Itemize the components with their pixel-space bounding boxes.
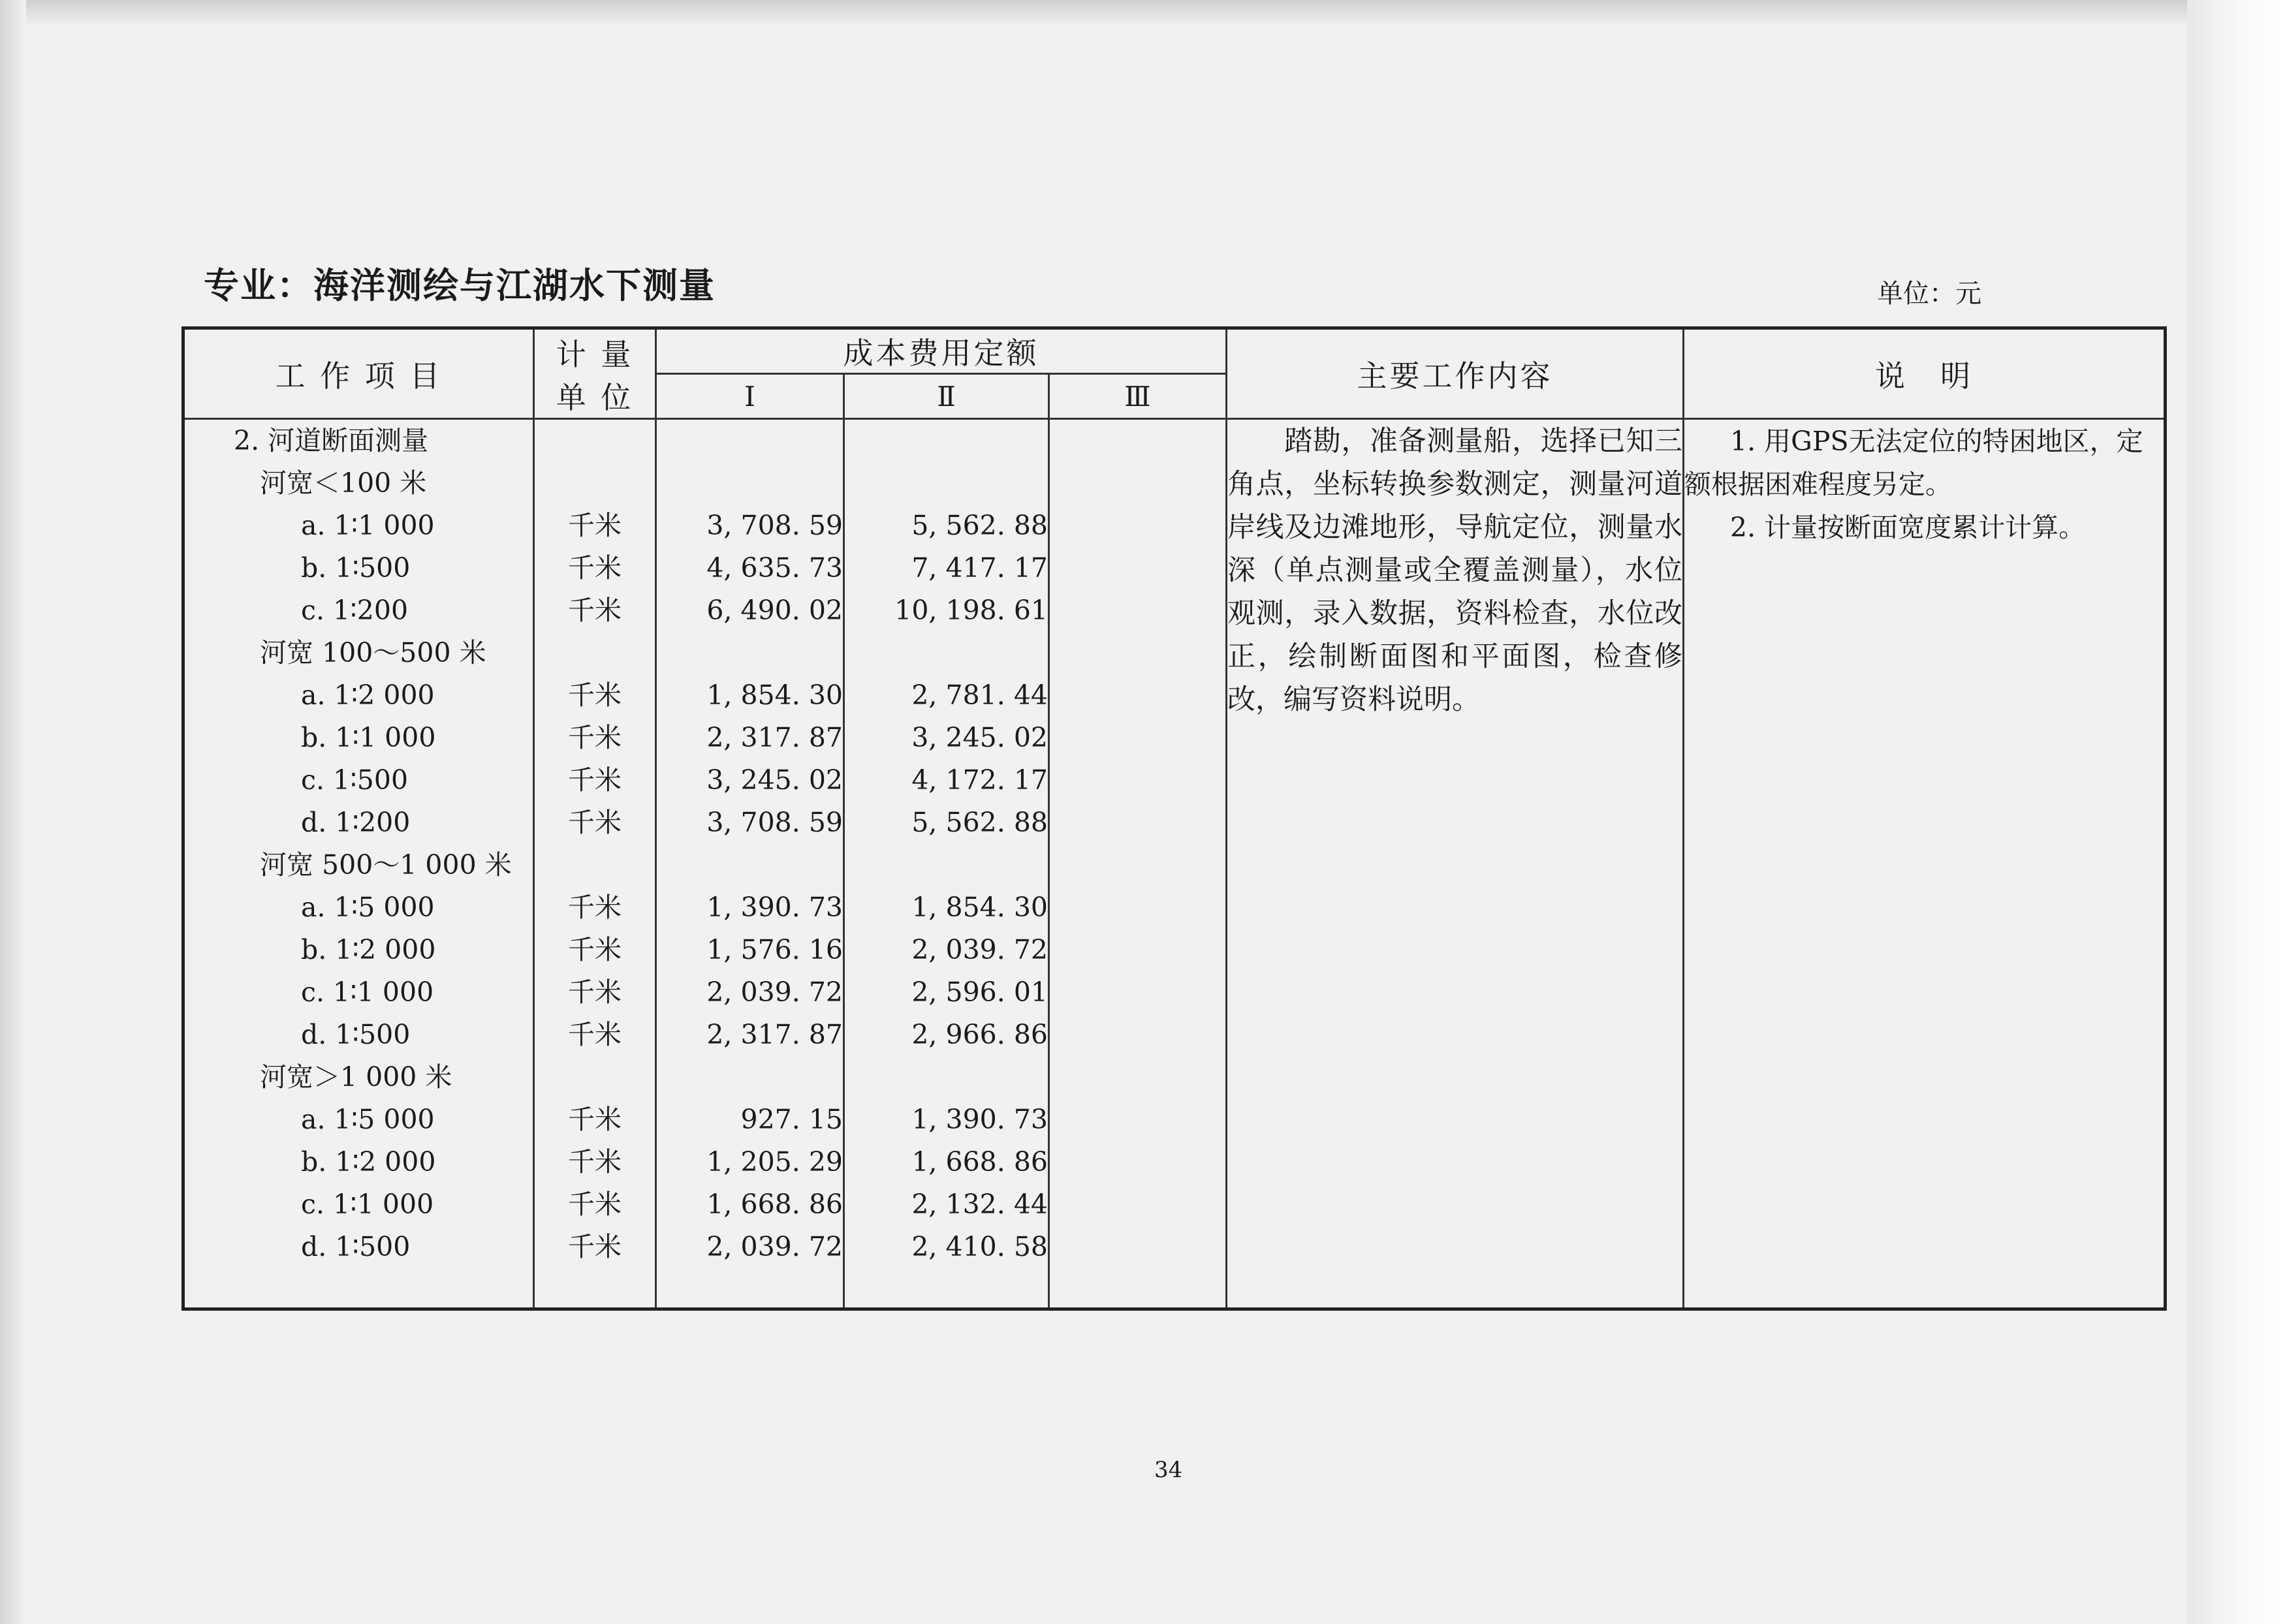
row-unit: 千米	[568, 1019, 622, 1050]
row-cost-I: 2, 317. 87	[706, 1019, 843, 1050]
header-unit-line2: 单 位	[556, 379, 634, 415]
header-cost: 成本费用定额	[656, 328, 1227, 374]
row-cost-II: 1, 668. 86	[911, 1146, 1048, 1178]
cost-table	[181, 326, 2167, 1311]
row-cost-II: 2, 132. 44	[911, 1189, 1048, 1220]
row-unit: 千米	[568, 807, 622, 838]
row-cost-II: 2, 781. 44	[911, 679, 1048, 711]
row-item-label: c. 1∶500	[301, 764, 409, 796]
page-title: 专业：海洋测绘与江湖水下测量	[204, 264, 716, 306]
row-item-label: d. 1∶500	[301, 1019, 411, 1050]
row-item-label: c. 1∶1 000	[301, 1189, 434, 1220]
row-cost-I: 2, 039. 72	[706, 1231, 843, 1262]
row-item-label: b. 1∶500	[301, 552, 411, 584]
row-cost-II: 10, 198. 61	[894, 595, 1048, 626]
row-unit: 千米	[568, 722, 622, 753]
work-content-text: 踏勘，准备测量船，选择已知三角点，坐标转换参数测定，测量河道岸线及边滩地形，导航定位，测量水深（单点测量或全覆盖测量），水位观测，录入数据，资料检查，水位改正，绘制断面图和平面图，检查修改，编写资料说明。	[1227, 425, 1682, 716]
row-cost-II: 2, 039. 72	[911, 934, 1048, 965]
row-item-label: d. 1∶200	[301, 807, 411, 838]
row-cost-I	[657, 1056, 843, 1099]
unit-label: 单位：元	[1877, 279, 1981, 309]
row-item-label: b. 1∶2 000	[301, 1146, 436, 1178]
row-cost-I: 1, 390. 73	[706, 892, 843, 923]
row-cost-II: 3, 245. 02	[911, 722, 1048, 753]
row-cost-I: 4, 635. 73	[706, 552, 843, 584]
row-item-label: b. 1∶1 000	[301, 722, 436, 753]
cost-I-column	[656, 419, 844, 1309]
row-unit: 千米	[568, 510, 622, 541]
row-cost-I	[657, 462, 843, 505]
row-item-label: a. 1∶5 000	[301, 892, 435, 923]
row-item-label: 河宽＞1 000 米	[260, 1061, 452, 1093]
row-item-label: 河宽 100～500 米	[260, 637, 486, 668]
row-cost-II: 2, 596. 01	[911, 976, 1048, 1008]
row-cost-I: 3, 245. 02	[706, 764, 843, 796]
header-cost-I: Ⅰ	[656, 374, 844, 419]
notes-column	[1684, 419, 2166, 1309]
row-unit	[535, 632, 655, 674]
page-number: 34	[1154, 1457, 1183, 1483]
page-edge	[2187, 0, 2285, 1624]
row-cost-II: 4, 172. 17	[911, 764, 1048, 796]
row-cost-I: 6, 490. 02	[706, 595, 843, 626]
row-item-label: b. 1∶2 000	[301, 934, 436, 965]
row-unit: 千米	[568, 679, 622, 711]
row-item-label: a. 1∶2 000	[301, 679, 435, 711]
row-unit: 千米	[568, 1189, 622, 1220]
row-item-label: 河宽 500～1 000 米	[260, 849, 512, 881]
row-cost-II	[845, 844, 1048, 886]
row-unit	[535, 462, 655, 505]
row-unit: 千米	[568, 934, 622, 965]
row-cost-II	[845, 420, 1048, 462]
cost-II-column	[844, 419, 1049, 1309]
row-unit: 千米	[568, 892, 622, 923]
row-unit	[535, 1056, 655, 1099]
row-item-label: a. 1∶5 000	[301, 1104, 435, 1135]
scan-shadow-left	[0, 0, 26, 1624]
row-item-label: 河宽＜100 米	[260, 467, 427, 499]
row-cost-I: 3, 708. 59	[706, 807, 843, 838]
row-cost-I	[657, 844, 843, 886]
header-item: 工 作 项 目	[183, 328, 534, 419]
row-cost-I	[657, 420, 843, 462]
note-item: 2. 计量按断面宽度累计计算。	[1730, 512, 2086, 543]
header-unit	[534, 328, 656, 419]
row-cost-II: 2, 966. 86	[911, 1019, 1048, 1050]
row-cost-II: 7, 417. 17	[911, 552, 1048, 584]
unit-column	[534, 419, 656, 1309]
row-cost-II: 1, 854. 30	[911, 892, 1048, 923]
cost-III-column	[1049, 419, 1227, 1309]
row-cost-I: 1, 668. 86	[706, 1189, 843, 1220]
row-cost-I: 2, 317. 87	[706, 722, 843, 753]
row-item-label: c. 1∶200	[301, 595, 409, 626]
row-unit: 千米	[568, 1104, 622, 1135]
row-cost-I	[657, 632, 843, 674]
content-column	[1227, 419, 1684, 1309]
items-column	[183, 419, 534, 1309]
row-cost-I: 927. 15	[740, 1104, 843, 1135]
row-item-label: d. 1∶500	[301, 1231, 411, 1262]
header-cost-II: Ⅱ	[844, 374, 1049, 419]
row-cost-I: 1, 576. 16	[706, 934, 843, 965]
row-cost-I: 1, 854. 30	[706, 679, 843, 711]
row-cost-I: 2, 039. 72	[706, 976, 843, 1008]
row-cost-II	[845, 462, 1048, 505]
row-cost-II: 2, 410. 58	[911, 1231, 1048, 1262]
scan-shadow-top	[0, 0, 2285, 26]
row-cost-II: 5, 562. 88	[911, 807, 1048, 838]
header-cost-III: Ⅲ	[1049, 374, 1227, 419]
note-item: 1. 用GPS无法定位的特困地区，定额根据困难程度另定。	[1684, 426, 2143, 500]
row-cost-II: 5, 562. 88	[911, 510, 1048, 541]
row-unit: 千米	[568, 1146, 622, 1178]
row-item-label: c. 1∶1 000	[301, 976, 434, 1008]
row-item-label: a. 1∶1 000	[301, 510, 435, 541]
header-unit-line1: 计 量	[556, 336, 634, 372]
row-cost-II	[845, 1056, 1048, 1099]
row-unit: 千米	[568, 976, 622, 1008]
row-cost-II	[845, 632, 1048, 674]
row-cost-I: 1, 205. 29	[706, 1146, 843, 1178]
row-unit: 千米	[568, 1231, 622, 1262]
header-note: 说 明	[1684, 328, 2166, 419]
row-cost-II: 1, 390. 73	[911, 1104, 1048, 1135]
row-cost-I: 3, 708. 59	[706, 510, 843, 541]
row-unit	[535, 844, 655, 886]
row-unit: 千米	[568, 595, 622, 626]
row-unit: 千米	[568, 552, 622, 584]
row-unit	[535, 420, 655, 462]
header-content: 主要工作内容	[1227, 328, 1684, 419]
row-item-label: 2. 河道断面测量	[234, 425, 429, 456]
row-unit: 千米	[568, 764, 622, 796]
